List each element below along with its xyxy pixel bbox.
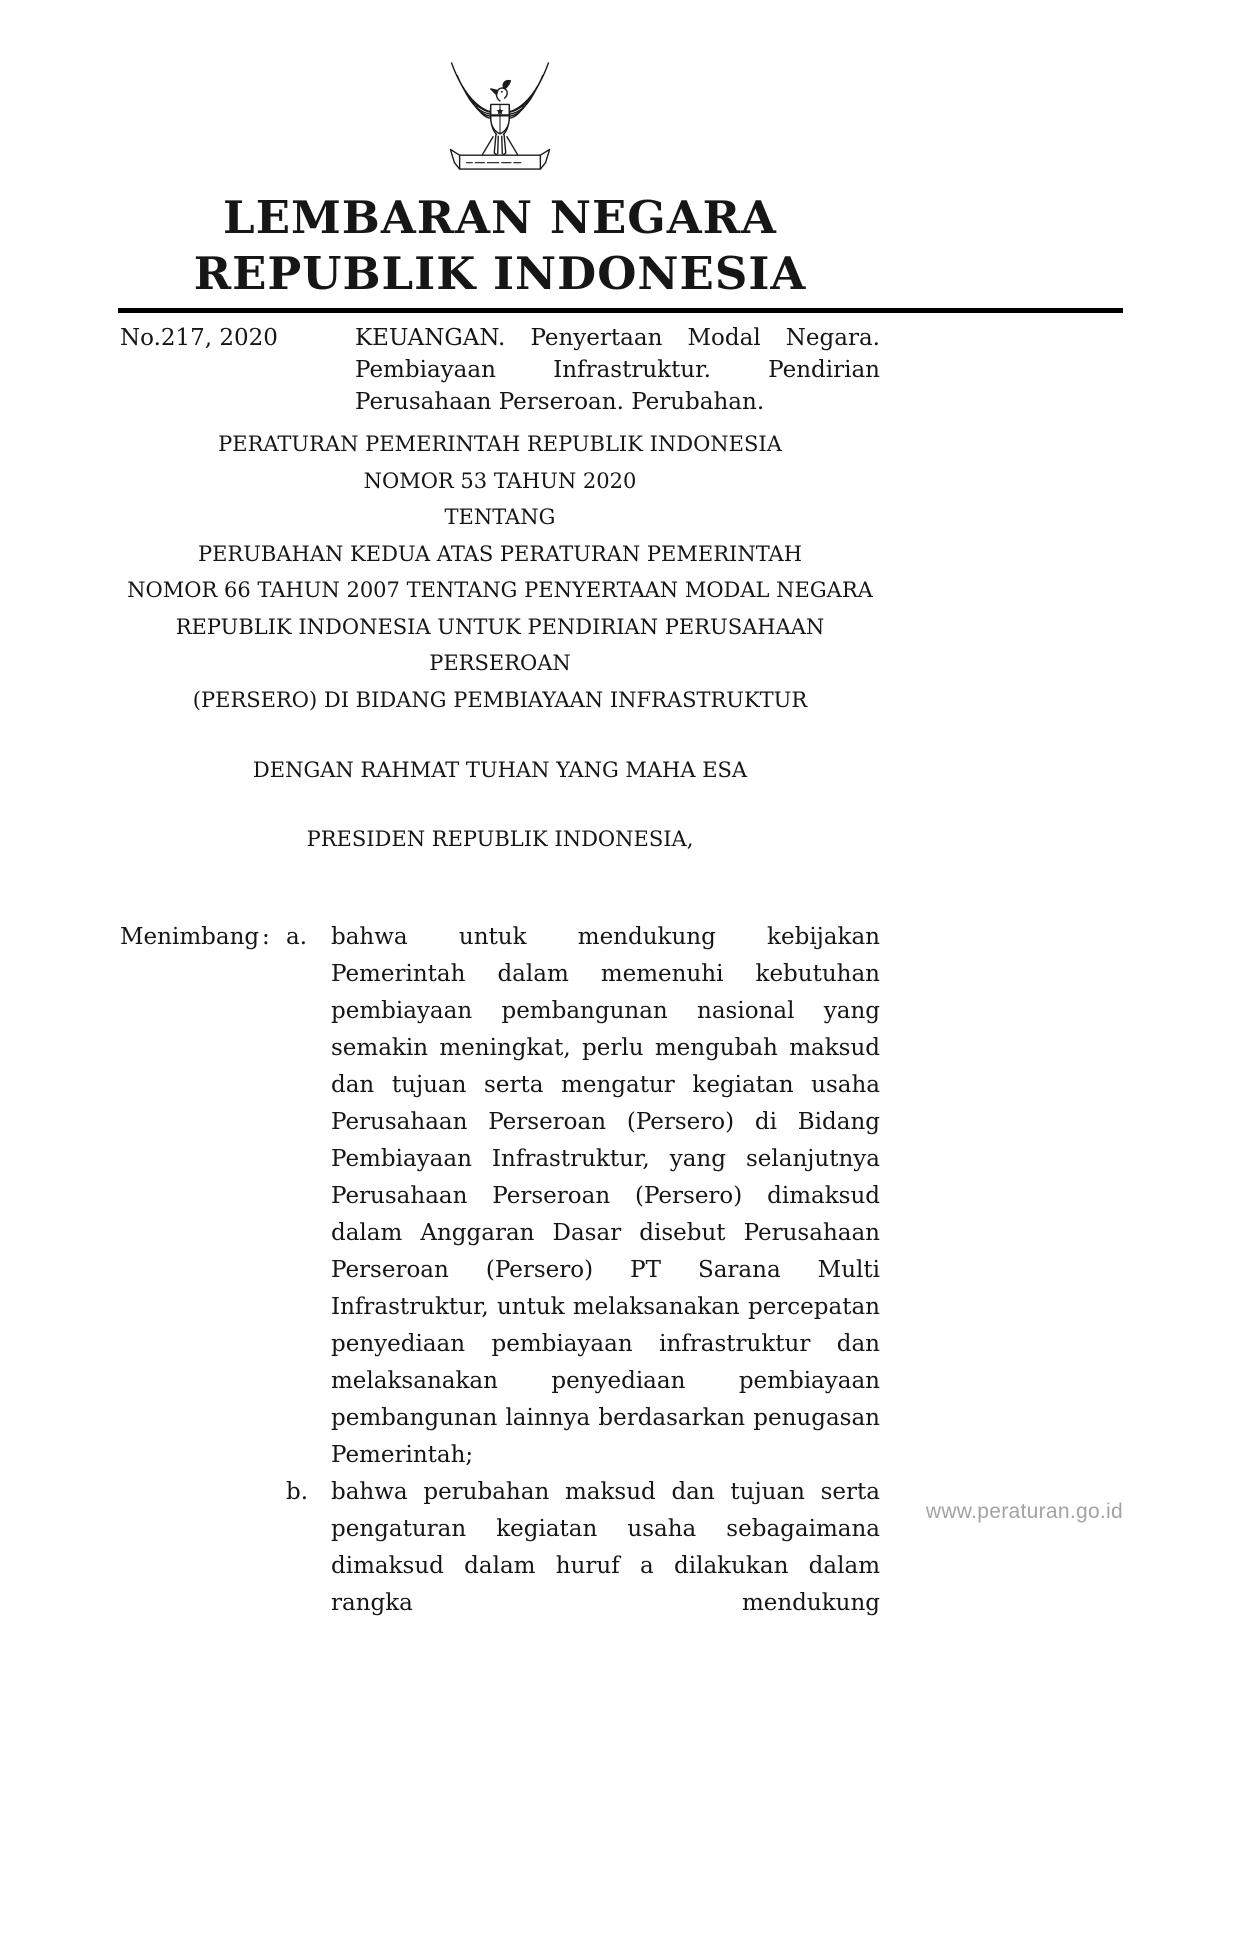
consideration-item bbox=[286, 919, 880, 1474]
gazette-title-line2: REPUBLIK INDONESIA bbox=[193, 247, 807, 300]
regulation-title-line: PERATURAN PEMERINTAH REPUBLIK INDONESIA bbox=[218, 432, 782, 456]
regulation-title-line: NOMOR 53 TAHUN 2020 bbox=[363, 468, 637, 493]
considerations-section bbox=[120, 919, 880, 1622]
regulation-title-line: (PERSERO) DI BIDANG PEMBIAYAAN INFRASTRUKTUR bbox=[192, 687, 808, 712]
masthead bbox=[120, 0, 880, 302]
salutation: PRESIDEN REPUBLIK INDONESIA, bbox=[306, 827, 694, 851]
considerations-colon: : bbox=[262, 924, 270, 950]
consideration-item bbox=[286, 1474, 880, 1622]
gazette-title-line1: LEMBARAN NEGARA bbox=[223, 191, 777, 244]
issue-number: No.217, 2020 bbox=[120, 325, 278, 351]
consideration-text: bahwa perubahan maksud dan tujuan serta pengaturan kegiatan usaha sebagaimana dimaksud dalam huruf a dilakukan dalam rangka mendukung bbox=[331, 1479, 880, 1616]
consideration-marker: a. bbox=[286, 924, 308, 950]
garuda-pancasila-emblem-icon bbox=[120, 56, 880, 180]
regulation-title-line: NOMOR 66 TAHUN 2007 TENTANG PENYERTAAN MODAL NEGARA bbox=[127, 578, 873, 602]
consideration-text: bahwa untuk mendukung kebijakan Pemerintah dalam memenuhi kebutuhan pembiayaan pembangunan nasional yang semakin meningkat, perlu mengubah maksud dan tujuan serta mengatur kegiatan usaha Perusahaan Perseroan (Persero) di Bidang Pembiayaan Infrastruktur, yang selanjutnya Perusahaan Perseroan (Persero) dimaksud dalam Anggaran Dasar disebut Perusahaan Perseroan (Persero) PT Sarana Multi Infrastruktur, untuk melaksanakan percepatan penyediaan pembiayaan infrastruktur dan melaksanakan penyediaan pembiayaan pembangunan lainnya berdasarkan penugasan Pemerintah; bbox=[331, 924, 880, 1468]
gazette-title bbox=[120, 190, 880, 302]
regulation-title bbox=[120, 426, 880, 718]
meta-row bbox=[120, 313, 880, 418]
considerations-label: Menimbang bbox=[120, 924, 260, 950]
peraturan-watermark: www.peraturan.go.id bbox=[925, 1500, 1123, 1523]
considerations-list bbox=[286, 919, 880, 1622]
invocation: DENGAN RAHMAT TUHAN YANG MAHA ESA bbox=[252, 758, 748, 782]
regulation-title-line: REPUBLIK INDONESIA UNTUK PENDIRIAN PERUSAHAAN PERSEROAN bbox=[175, 614, 825, 675]
regulation-title-line: TENTANG bbox=[444, 505, 556, 529]
subject-classification: KEUANGAN. Penyertaan Modal Negara. Pembiayaan Infrastruktur. Pendirian Perusahaan Perseroan. Perubahan. bbox=[355, 325, 880, 415]
regulation-title-line: PERUBAHAN KEDUA ATAS PERATURAN PEMERINTAH bbox=[197, 541, 803, 566]
consideration-marker: b. bbox=[286, 1479, 309, 1505]
